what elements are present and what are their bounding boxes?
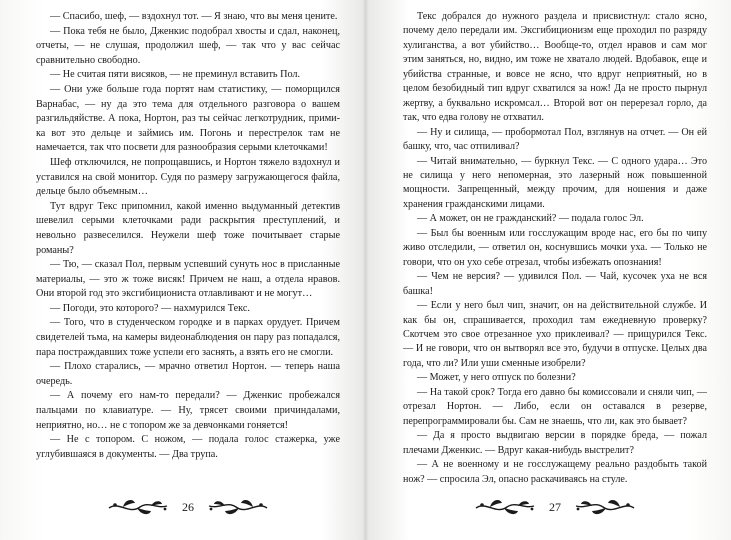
paragraph: Текс добрался до нужного раздела и присвистнул: стало ясно, почему дело передали им. Эксгибиционизм еще проходил по разряду хулиганства, а вот убийство… Вообще-то, отдел нравов и сам мог этим заняться, но, видно, им тоже не хватало людей. Вдобавок, еще и убийства странные, и вовсе не ясно, что вдруг неприятный, но в целом безобидный тип вдруг схватился за нож! Да не просто пырнул жертву, а буквально искромсал… Второй вот он перерезал горло, да так, что едва голову не отхватил.	[403, 11, 707, 124]
page-number: 27	[549, 499, 561, 514]
right-page-text	[403, 10, 707, 487]
floral-ornament-icon	[474, 495, 536, 519]
floral-ornament-icon	[107, 495, 169, 519]
paragraph: — Чем не версия? — удивился Пол. — Чай, кусочек уха не вся башка!	[403, 271, 707, 297]
left-page-text	[36, 10, 340, 462]
right-page-footer	[403, 493, 707, 521]
left-page	[36, 10, 340, 488]
paragraph: — Тю, — сказал Пол, первым успевший сунуть нос в присланные материалы, — это ж тоже висяк! Причем не наш, а отдела нравов. Они второй год это эксгибициониста отлавливают и не могут…	[36, 259, 340, 300]
left-page-footer	[36, 493, 340, 521]
paragraph: — Спасибо, шеф, — вздохнул тот. — Я знаю, что вы меня цените.	[50, 11, 338, 22]
paragraph: — А почему его нам-то передали? — Дженкис пробежался пальцами по клавиатуре. — Ну, трясет своими причиндалами, неприятно, но… не с топором же за девчонками гоняется!	[36, 390, 340, 431]
paragraph: — Был бы военным или госслужащим вроде нас, его бы по чипу живо отследили, — ответил он, коснувшись мочки уха. — Только не говори, что он ухо себе отрезал, чтобы избежать опознания!	[403, 227, 707, 268]
paragraph: — А может, он не гражданский? — подала голос Эл.	[417, 213, 644, 225]
paragraph: — Если у него был чип, значит, он на действительной службе. И как бы он, спрашивается, проходил там ежедневную проверку? Скотчем это свое отрезанное ухо приклеивал? — прищурился Текс. — И не говори, что он вытворял все это, будучи в отпуске. Целых два года, что ли? Или уши сменные изобрели?	[403, 300, 707, 369]
paragraph: Шеф отключился, не попрощавшись, и Нортон тяжело вздохнул и уставился на свой монитор. Судя по размеру загружающегося файла, дельце было объемным…	[36, 156, 340, 198]
paragraph: — Того, что в студенческом городке и в парках орудует. Причем свидетелей тьма, на камеры видеонаблюдения он пару раз попадался, пара постраждавших тоже успели его заснять, а взять его не смогли.	[36, 317, 340, 358]
page-number: 26	[182, 499, 194, 514]
paragraph: — Да я просто выдвигаю версии в порядке бреда, — пожал плечами Дженкис. — Вдруг какая-нибудь выстрелит?	[403, 430, 707, 456]
paragraph: Тут вдруг Текс припомнил, какой именно выдуманный детектив шевелил серыми клеточками ради раскрытия преступлений, и невольно развеселился. Неужели шеф тоже почитывает старые романы?	[36, 200, 340, 256]
floral-ornament-icon	[207, 495, 269, 519]
paragraph: — Не с топором. С ножом, — подала голос стажерка, уже углубившаяся в документы. — Два трупа.	[36, 434, 340, 460]
paragraph: — Плохо старались, — мрачно ответил Нортон. — теперь наша очередь.	[36, 361, 340, 387]
paragraph: — А не военному и не госслужащему реально раздобыть такой нож? — спросила Эл, опасно раскачиваясь на стуле.	[403, 459, 707, 485]
paragraph: — Читай внимательно, — буркнул Текс. — С одного удара… Это не силища у него непомерная, это лазерный нож повышенной мощности. Запрещенный, между прочим, для ношения и даже хранения гражданскими лицами.	[403, 155, 707, 210]
floral-ornament-icon	[574, 495, 636, 519]
right-page	[403, 10, 707, 488]
paragraph: — Они уже больше года портят нам статистику, — поморщился Варнабас, — ну да это тема для отдельного разговора о вашем разгильдяйстве. А пока, Нортон, раз ты сейчас легкотрудник, прими-ка вот это дельце и займись им. Погонь и перестрелок там не намечается, так что посвети для разнообразия серыми клеточками!	[36, 83, 340, 154]
paragraph: — Не считая пяти висяков, — не преминул вставить Пол.	[50, 69, 301, 81]
paragraph: — Может, у него отпуск по болезни?	[417, 372, 576, 384]
paragraph: — Ну и силища, — пробормотал Пол, взглянув на отчет. — Он ей башку, что, час отпиливал?	[403, 126, 707, 153]
paragraph: — Погоди, это которого? — нахмурился Текс.	[50, 302, 250, 314]
paragraph: — На такой срок? Тогда его давно бы комиссовали и сняли чип, — отрезал Нортон. — Либо, если он оставался в резерве, перепрограммировали бы. Сам не знаешь, что ли, как это бывает?	[403, 386, 707, 427]
paragraph: — Пока тебя не было, Дженкис подобрал хвосты и сдал, наконец, отчеты, — не слушая, продолжил шеф, — так что у вас сейчас сравнительно свободно.	[36, 25, 340, 66]
